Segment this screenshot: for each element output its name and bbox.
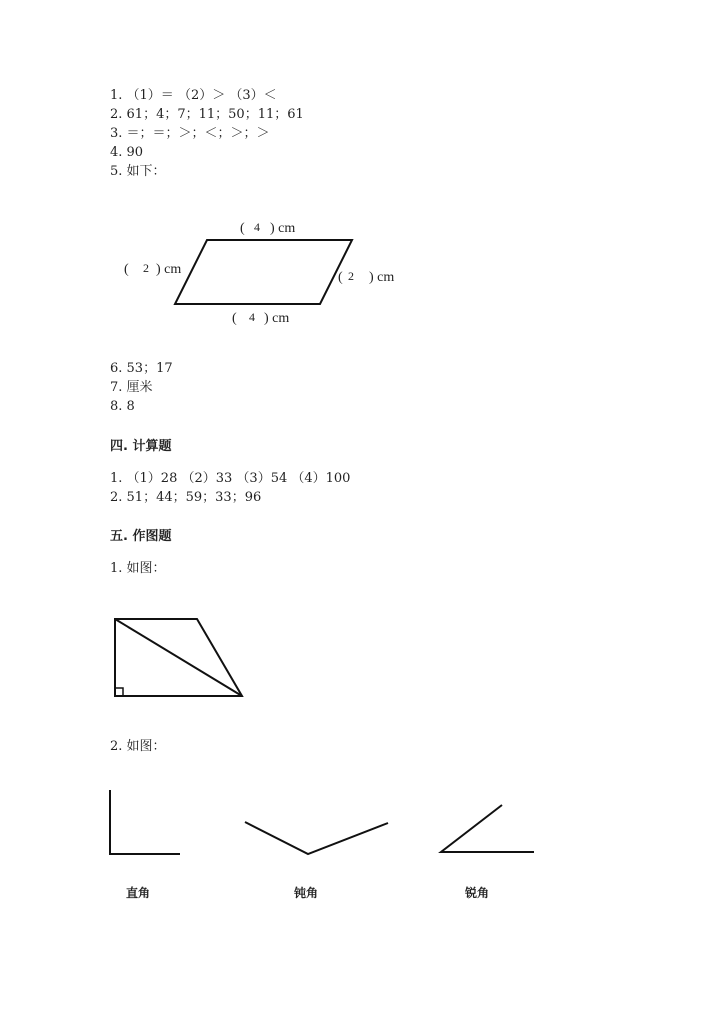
right-angle-figure	[110, 790, 180, 900]
right-trapezoid-figure	[115, 619, 242, 696]
acute-angle-figure	[441, 805, 534, 900]
answer-line-3: 3. ＝；＝；＞；＜；＞；＞	[110, 126, 270, 141]
obtuse-angle-figure	[245, 822, 388, 900]
drawing-q2-label: 2. 如图：	[110, 739, 166, 754]
answer-line-6: 6. 53；17	[110, 361, 173, 376]
answer-line-8: 8. 8	[110, 399, 135, 414]
section-5-title: 五. 作图题	[110, 529, 172, 544]
parallelogram-shape	[175, 240, 352, 304]
acute-angle-lines	[441, 805, 534, 852]
left-label-value: 2	[143, 261, 149, 275]
answer-line-4: 4. 90	[110, 145, 144, 160]
trapezoid-diagonal	[115, 619, 242, 696]
right-label-unit: ) cm	[369, 270, 395, 285]
bottom-label-unit: ) cm	[264, 311, 290, 326]
right-label-value: 2	[348, 269, 354, 283]
answer-line-2: 2. 61；4；7；11；50；11；61	[110, 107, 304, 122]
right-angle-marker	[115, 688, 123, 696]
right-label-open: (	[338, 270, 343, 285]
answer-line-5: 5. 如下：	[110, 164, 166, 179]
section-4-title: 四. 计算题	[110, 439, 172, 454]
right-angle-lines	[110, 790, 180, 854]
right-angle-label: 直角	[126, 886, 151, 900]
drawing-q1-label: 1. 如图：	[110, 561, 166, 576]
calc-answer-1: 1. （1）28 （2）33 （3）54 （4）100	[110, 471, 351, 486]
top-label-unit: ) cm	[270, 221, 296, 236]
acute-angle-label: 锐角	[465, 886, 490, 900]
obtuse-angle-label: 钝角	[294, 886, 319, 900]
top-label-value: 4	[254, 220, 260, 234]
top-label-open: (	[240, 221, 245, 236]
bottom-label-value: 4	[249, 310, 255, 324]
bottom-label-open: (	[232, 311, 237, 326]
parallelogram-figure	[124, 220, 394, 326]
left-label-unit: ) cm	[156, 262, 182, 277]
obtuse-angle-lines	[245, 822, 388, 854]
calc-answer-2: 2. 51；44；59；33；96	[110, 490, 262, 505]
answer-line-7: 7. 厘米	[110, 380, 153, 395]
left-label-open: (	[124, 262, 129, 277]
answer-line-1: 1. （1）＝ （2）＞ （3）＜	[110, 88, 277, 103]
